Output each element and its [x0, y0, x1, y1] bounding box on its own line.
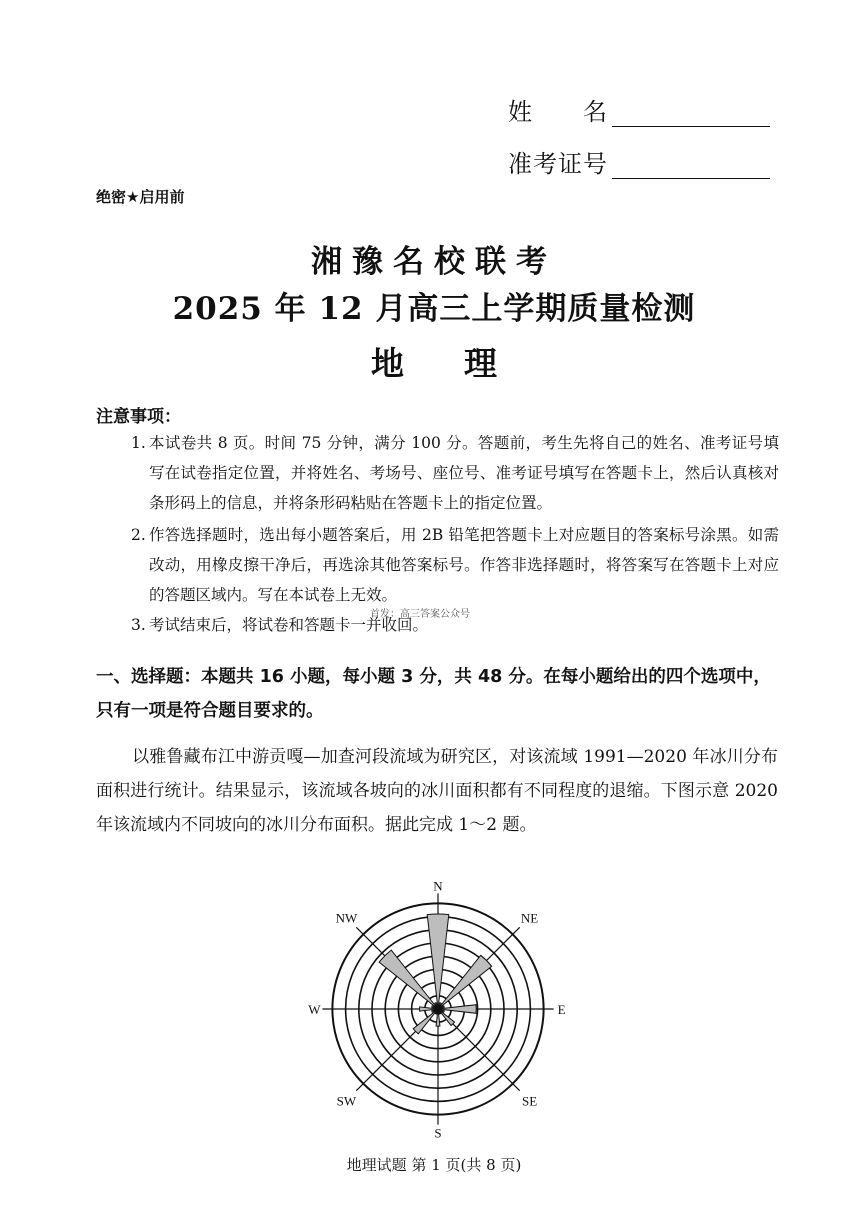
- chart-direction-label: SE: [522, 1093, 538, 1109]
- chart-direction-label: N: [433, 878, 443, 894]
- watermark: 首发：高三答案公众号: [370, 609, 470, 620]
- chart-direction-label: SW: [336, 1093, 357, 1109]
- notice-item-number: 2.: [131, 526, 146, 544]
- exam-id-field[interactable]: [508, 144, 770, 179]
- secret-mark: 绝密★启用前: [96, 188, 185, 206]
- chart-direction-label: E: [557, 1002, 566, 1017]
- section-heading: 一、选择题：本题共 16 小题，每小题 3 分，共 48 分。在每小题给出的四个选项中，只有一项是符合题目要求的。: [96, 667, 771, 721]
- exam-id-input-line[interactable]: [612, 156, 770, 179]
- notice-item: [131, 520, 779, 610]
- notice-item-text: 考试结束后，将试卷和答题卡一并收回。: [149, 616, 429, 634]
- notice-heading: 注意事项：: [96, 407, 181, 427]
- chart-petals: [379, 914, 492, 1034]
- chart-petal: [427, 914, 449, 1009]
- exam-id-label: 准考证号: [508, 150, 608, 178]
- glacier-aspect-rose-chart: [300, 878, 570, 1140]
- notice-item-text: 本试卷共 8 页。时间 75 分钟，满分 100 分。答题前，考生先将自己的姓名、准考证号填写在试卷指定位置，并将姓名、考场号、座位号、准考证号填写在答题卡上，然后认真核对条形码上的信息，并将条形码粘贴在答题卡上的指定位置。: [149, 434, 779, 512]
- chart-direction-label: W: [308, 1002, 321, 1017]
- question-intro: [96, 740, 778, 842]
- chart-direction-label: S: [434, 1125, 442, 1140]
- question-intro-text: 以雅鲁藏布江中游贡嘎—加查河段流域为研究区，对该流域 1991—2020 年冰川分布面积进行统计。结果显示，该流域各坡向的冰川面积都有不同程度的退缩。下图示意 2020 年该流域内不同坡向的冰川分布面积。据此完成 1～2 题。: [96, 747, 778, 835]
- notice-item-number: 1.: [131, 434, 146, 452]
- exam-subtitle: 2025 年 12 月高三上学期质量检测: [172, 291, 696, 327]
- subject-title: 地理: [371, 344, 557, 383]
- name-input-line[interactable]: [612, 104, 770, 127]
- chart-petal: [379, 950, 438, 1009]
- page-footer: 地理试题 第 1 页(共 8 页): [346, 1156, 522, 1174]
- notice-item-number: 3.: [131, 616, 146, 634]
- name-field[interactable]: [508, 92, 770, 127]
- chart-direction-label: NE: [520, 910, 539, 926]
- notice-item: [131, 428, 779, 518]
- chart-direction-label: NW: [335, 910, 358, 926]
- exam-title: 湘豫名校联考: [311, 244, 557, 280]
- chart-petal: [438, 1009, 455, 1026]
- name-label: 姓 名: [508, 98, 608, 126]
- notice-item-text: 作答选择题时，选出每小题答案后，用 2B 铅笔把答题卡上对应题目的答案标号涂黑。如需改动，用橡皮擦干净后，再选涂其他答案标号。作答非选择题时，将答案写在答题卡上对应的答题区域内。写在本试卷上无效。: [149, 526, 779, 604]
